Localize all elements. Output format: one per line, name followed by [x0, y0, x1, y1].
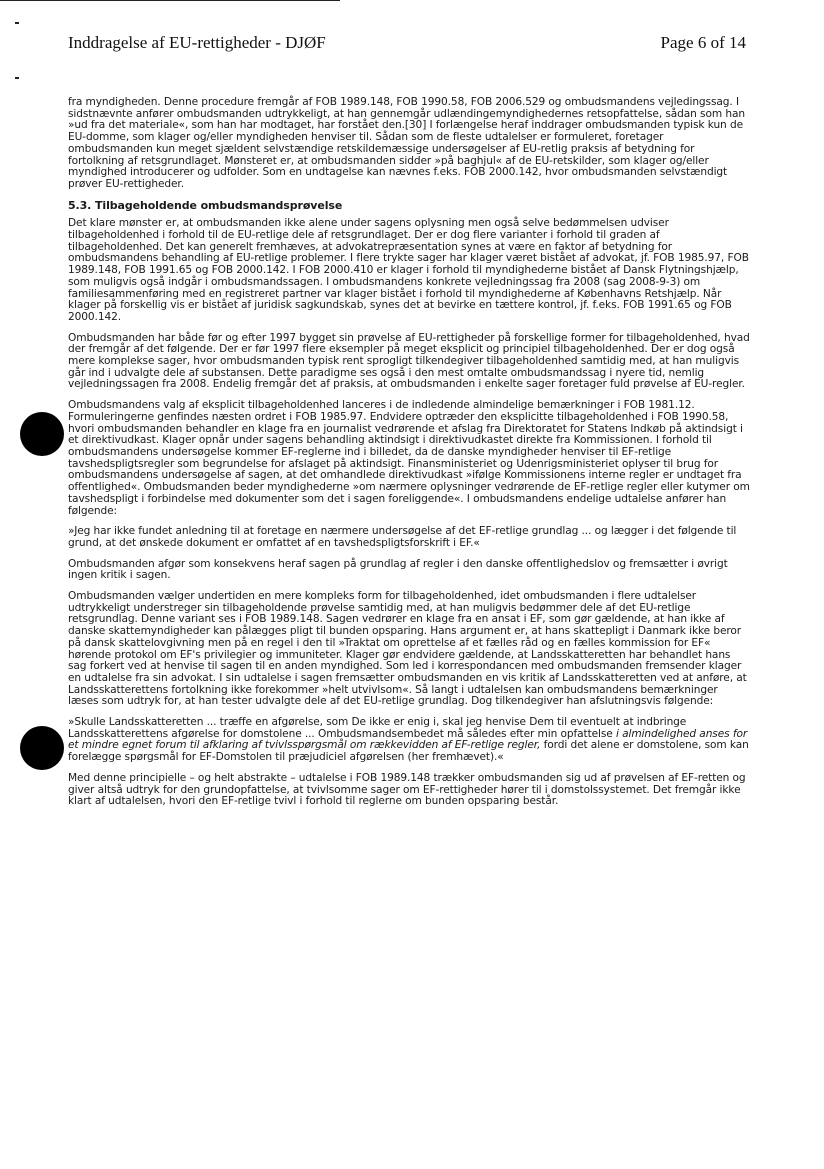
margin-mark	[15, 77, 19, 79]
document-title: Inddragelse af EU-rettigheder - DJØF	[68, 33, 326, 52]
paragraph: fra myndigheden. Denne procedure fremgår af FOB 1989.148, FOB 1990.58, FOB 2006.529 og ombudsmandens vejledingssag. I sidstnævnte anfører ombudsmanden udtrykkeligt, at han gennemgår udlændingemyndighedernes retsopfattelse, sådan som han »ud fra det materiale«, som han har modtaget, har forstået den.[30] I forlængelse heraf inddrager ombudsmanden typisk kun de EU-domme, som klager og/eller myndigheden henviser til. Sådan som de fleste udtalelser er formuleret, foretager ombudsmanden kun meget sjældent selvstændige retskildemæssige undersøgelser af EU-retlig praksis af betydning for fortolkning af retsgrundlaget. Mønsteret er, at ombudsmanden sidder »på baghjul« af de EU-retskilder, som klager og/eller myndighed introducerer og udfolder. Som en undtagelse kan nævnes f.eks. FOB 2000.142, hvor ombudsmanden selvstændigt prøver EU-rettigheder.	[68, 96, 745, 190]
quote-text: »Skulle Landsskatteretten ... træffe en afgørelse, som De ikke er enig i, skal jeg henvise Dem til eventuelt at indbringe Landsskatterettens afgørelse for domstolene ... Ombudsmandsembedet må således efter min opfattelse	[68, 716, 687, 740]
punch-hole	[20, 412, 64, 456]
section-title: Tilbageholdende ombudsmandsprøvelse	[95, 198, 343, 212]
top-rule	[0, 0, 340, 1]
quote-text: fordi det alene er domstolene, som kan forelægge spørgsmål for EF-Domstolen til præjudiciel afgørelsen (her fremhævet).«	[68, 739, 749, 764]
quotation	[68, 717, 750, 764]
paragraph: Ombudsmanden har både før og efter 1997 bygget sin prøvelse af EU-rettigheder på forskellige former for tilbageholdenhed, hvad der fremgår af det følgende. Der er før 1997 flere eksempler på meget eksplicit og principiel tilbageholdenhed. Der er dog også mere komplekse sager, hvor ombudsmanden typisk rent sprogligt tilkendegiver tilbageholdenhed samtidig med, at han muligvis går ind i udvalgte dele af substansen. Dette paradigme ses også i den mest omtalte ombudsmandssag i nyere tid, nemlig vejledningssagen fra 2008. Endelig fremgår det af praksis, at ombudsmanden i enkelte sager foretager fuld prøvelse af EU-regler.	[68, 331, 750, 391]
paragraph: Ombudsmanden afgør som konsekvens heraf sagen på grundlag af regler i den danske offentlighedslov og fremsætter i øvrigt ingen kritik i sagen.	[68, 557, 728, 582]
quotation: »Jeg har ikke fundet anledning til at foretage en nærmere undersøgelse af det EF-retlige grundlag ... og lægger i det følgende til grund, at det ønskede dokument er omfattet af en tavshedspligtsforskrift i EF.«	[68, 525, 737, 549]
quote-emphasis: i almindelighed anses for et mindre egnet forum til afklaring af tvivlsspørgsmål om rækkevidden af EF-retlige regler,	[68, 727, 748, 752]
punch-hole	[20, 726, 64, 770]
section-heading	[68, 200, 750, 212]
body-text	[68, 97, 750, 817]
section-number: 5.3.	[68, 198, 92, 212]
paragraph: Med denne principielle – og helt abstrakte – udtalelse i FOB 1989.148 trækker ombudsmanden sig ud af prøvelsen af EF-retten og giver altså udtryk for den grundopfattelse, at tvivlsomme sager om EF-rettigheder hører til i domstolssystemet. Det fremgår ikke klart af udtalelsen, hvori den EF-retlige tvivl i forhold til reglerne om bunden opsparing består.	[68, 771, 746, 808]
paragraph: Ombudsmandens valg af eksplicit tilbageholdenhed lanceres i de indledende almindelige bemærkninger i FOB 1981.12. Formuleringerne genfindes næsten ordret i FOB 1985.97. Endvidere optræder den eksplicitte tilbageholdenhed i FOB 1990.58, hvori ombudsmanden behandler en klage fra en journalist vedrørende et afslag fra Direktoratet for Statens Indkøb på aktindsigt i et direktivudkast. Klager opnår under sagens behandling aktindsigt i direktivudkastet direkte fra Kommissionen. I forhold til ombudsmandens undersøgelse kommer EF-reglerne ind i billedet, da de danske myndigheder henviser til EF-retlige tavshedspligtsregler som begrundelse for afslaget på aktindsigt. Finansministeriet og Udenrigsministeriet oplyser til brug for ombudsmandens undersøgelse af sagen, at det omhandlede direktivudkast »ifølge Kommissionens interne regler er undtaget fra offentlighed«. Ombudsmanden beder myndighederne »om nærmere oplysninger vedrørende de EF-retlige regler eller kutymer om tavshedspligt i forbindelse med dokumenter som det i sagen foreliggende«. I ombudsmandens endelige udtalelse anfører han følgende:	[68, 399, 750, 517]
page-number: Page 6 of 14	[660, 33, 746, 52]
paragraph: Det klare mønster er, at ombudsmanden ikke alene under sagens oplysning men også selve bedømmelsen udviser tilbageholdenhed i forhold til de EU-retlige dele af retsgrundlaget. Der er dog flere varianter i forhold til graden af tilbageholdenhed. Det kan generelt fremhæves, at advokatrepræsentation synes at være en faktor af betydning for ombudsmandens behandling af EU-retlige problemer. I flere trykte sager har klager været bistået af advokat, jf. FOB 1985.97, FOB 1989.148, FOB 1991.65 og FOB 2000.142. I FOB 2000.410 er klager i forhold til myndighederne bistået af Dansk Flytningshjælp, som muligvis også indgår i ombudsmandssagen. I ombudsmandens konkrete vejledningssag fra 2008 (sag 2008-9-3) om familiesammenføring med en registreret partner var klager bistået i forhold til myndighederne af Københavns Retshjælp. Når klager på forskellig vis er bistået af juridisk sagkundskab, synes det at bevirke en tættere kontrol, jf. f.eks. FOB 1991.65 og FOB 2000.142.	[68, 217, 749, 323]
paragraph: Ombudsmanden vælger undertiden en mere kompleks form for tilbageholdenhed, idet ombudsmanden i flere udtalelser udtrykkeligt understreger sin tilbageholdende prøvelse samtidig med, at han muligvis bedømmer dele af det EU-retlige retsgrundlag. Denne variant ses i FOB 1989.148. Sagen vedrører en klage fra en ansat i EF, som gør gældende, at han ikke af danske skattemyndigheder kan pålægges pligt til bunden opsparing. Hans argument er, at hans skattepligt i Danmark ikke beror på dansk skattelovgivning men på en regel i den til »Traktat om oprettelse af et fælles råd og en fælles kommission for EF« hørende protokol om EF's privilegier og immuniteter. Klager gør endvidere gældende, at Landsskatteretten har behandlet hans sag forkert ved at henvise til sagen til en anden myndighed. Som led i korrespondancen med ombudsmanden fremsender klager en udtalelse fra sin advokat. I sin udtalelse i sagen fremsætter ombudsmanden en vis kritik af Landsskatteretten ved at anføre, at Landsskatterettens fortolkning ikke forekommer »helt utvivlsom«. Så langt i udtalelsen kan ombudsmandens bemærkninger læses som udtryk for, at han tester udvalgte dele af det EU-retlige grundlag. Dog tilkendegiver han afslutningsvis følgende:	[68, 590, 747, 708]
margin-mark	[15, 22, 19, 24]
